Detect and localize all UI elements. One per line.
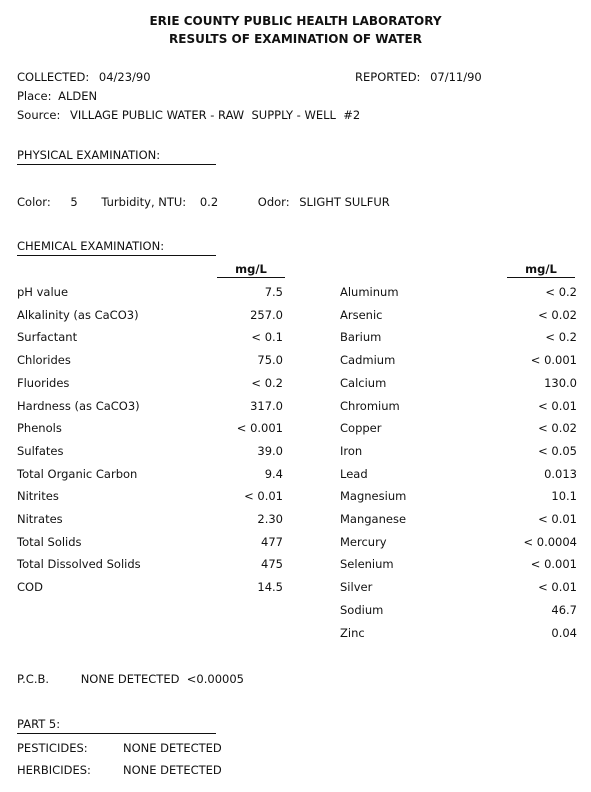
analyte-name: Total Solids bbox=[17, 534, 82, 549]
analyte-name: pH value bbox=[17, 285, 69, 299]
table-row bbox=[17, 282, 283, 302]
analyte-value: 130.0 bbox=[544, 375, 577, 390]
table-row bbox=[340, 577, 577, 597]
color-value: 5 bbox=[70, 195, 78, 209]
analyte-value: 14.5 bbox=[257, 580, 283, 595]
analyte-value: < 0.1 bbox=[251, 330, 283, 345]
place-line bbox=[17, 89, 97, 103]
analyte-value: < 0.2 bbox=[545, 285, 577, 299]
chemical-heading: CHEMICAL EXAMINATION: bbox=[17, 239, 216, 256]
place-label: Place: bbox=[17, 89, 52, 103]
analyte-name: Cadmium bbox=[340, 353, 396, 368]
herbicides-value: NONE DETECTED bbox=[123, 763, 222, 777]
report-subtitle: RESULTS OF EXAMINATION OF WATER bbox=[169, 32, 422, 46]
turbidity-label: Turbidity, NTU: bbox=[101, 195, 187, 209]
pesticides-value: NONE DETECTED bbox=[123, 741, 222, 755]
analyte-name: Manganese bbox=[340, 512, 407, 526]
pesticides-label: PESTICIDES: bbox=[17, 741, 88, 755]
table-row bbox=[17, 532, 283, 552]
analyte-name: Sulfates bbox=[17, 443, 64, 458]
analyte-value: < 0.01 bbox=[538, 512, 577, 526]
table-row bbox=[17, 350, 283, 370]
unit-header-right: mg/L bbox=[507, 262, 575, 278]
table-row bbox=[17, 464, 283, 484]
table-row bbox=[340, 418, 577, 438]
analyte-name: Total Dissolved Solids bbox=[17, 557, 141, 572]
table-row bbox=[340, 305, 577, 325]
table-row bbox=[340, 350, 577, 370]
analyte-value: < 0.02 bbox=[538, 307, 577, 322]
table-row bbox=[17, 554, 283, 574]
reported-line bbox=[355, 70, 482, 84]
pcb-value: NONE DETECTED <0.00005 bbox=[80, 672, 244, 686]
source-line bbox=[17, 108, 360, 122]
table-row bbox=[340, 327, 577, 347]
analyte-value: < 0.2 bbox=[545, 330, 577, 345]
analyte-value: 2.30 bbox=[257, 512, 283, 526]
pcb-label: P.C.B. bbox=[17, 672, 50, 686]
analyte-value: < 0.01 bbox=[538, 398, 577, 413]
color-label: Color: bbox=[17, 195, 51, 209]
table-row bbox=[340, 486, 577, 506]
analyte-name: Calcium bbox=[340, 375, 387, 390]
table-row bbox=[17, 509, 283, 529]
part5-heading: PART 5: bbox=[17, 717, 216, 734]
table-row bbox=[340, 464, 577, 484]
table-row bbox=[340, 282, 577, 302]
table-row bbox=[17, 373, 283, 393]
source-label: Source: bbox=[17, 108, 61, 122]
odor-label: Odor: bbox=[257, 195, 290, 209]
place-value: ALDEN bbox=[58, 89, 98, 103]
analyte-name: COD bbox=[17, 580, 43, 595]
analyte-value: 9.4 bbox=[264, 466, 283, 481]
analyte-value: 317.0 bbox=[250, 398, 283, 413]
analyte-value: < 0.001 bbox=[236, 421, 283, 436]
odor-value: SLIGHT SULFUR bbox=[299, 195, 390, 209]
table-row bbox=[340, 600, 577, 620]
collected-label: COLLECTED: bbox=[17, 70, 90, 84]
analyte-value: 475 bbox=[261, 557, 283, 572]
analyte-value: < 0.001 bbox=[530, 557, 577, 572]
table-row bbox=[17, 327, 283, 347]
physical-row bbox=[17, 195, 390, 209]
analyte-value: < 0.01 bbox=[244, 489, 283, 504]
analyte-name: Arsenic bbox=[340, 307, 383, 322]
analyte-value: 0.04 bbox=[551, 625, 577, 640]
table-row bbox=[340, 441, 577, 461]
reported-value: 07/11/90 bbox=[430, 70, 482, 84]
analyte-value: 39.0 bbox=[257, 443, 283, 458]
analyte-name: Phenols bbox=[17, 421, 62, 436]
analyte-name: Chromium bbox=[340, 398, 400, 413]
analyte-name: Aluminum bbox=[340, 285, 399, 299]
analyte-name: Barium bbox=[340, 330, 382, 345]
table-row bbox=[340, 532, 577, 552]
collected-value: 04/23/90 bbox=[98, 70, 151, 84]
analyte-value: < 0.2 bbox=[251, 375, 283, 390]
analyte-name: Chlorides bbox=[17, 353, 71, 368]
turbidity-value: 0.2 bbox=[199, 195, 219, 209]
analyte-name: Silver bbox=[340, 580, 373, 595]
herbicides-label: HERBICIDES: bbox=[17, 763, 91, 777]
source-value: VILLAGE PUBLIC WATER - RAW SUPPLY - WELL #2 bbox=[70, 108, 361, 122]
table-row bbox=[17, 396, 283, 416]
analyte-name: Total Organic Carbon bbox=[17, 466, 138, 481]
analyte-name: Lead bbox=[340, 466, 368, 481]
analyte-value: 477 bbox=[261, 534, 283, 549]
table-row bbox=[17, 577, 283, 597]
analyte-value: 7.5 bbox=[264, 285, 283, 299]
analyte-name: Hardness (as CaCO3) bbox=[17, 398, 140, 413]
analyte-value: 257.0 bbox=[250, 307, 283, 322]
table-row bbox=[340, 396, 577, 416]
analyte-value: < 0.02 bbox=[538, 421, 577, 436]
analyte-name: Sodium bbox=[340, 602, 384, 617]
analyte-value: 46.7 bbox=[551, 602, 577, 617]
analyte-name: Nitrites bbox=[17, 489, 59, 504]
unit-header-left: mg/L bbox=[217, 262, 285, 278]
collected-line bbox=[17, 70, 151, 84]
reported-label: REPORTED: bbox=[355, 70, 421, 84]
analyte-name: Selenium bbox=[340, 557, 394, 572]
analyte-name: Alkalinity (as CaCO3) bbox=[17, 307, 139, 322]
analyte-name: Surfactant bbox=[17, 330, 78, 345]
analyte-value: < 0.01 bbox=[538, 580, 577, 595]
analyte-value: 0.013 bbox=[544, 466, 577, 481]
table-row bbox=[340, 623, 577, 643]
table-row bbox=[340, 373, 577, 393]
analyte-name: Magnesium bbox=[340, 489, 407, 504]
analyte-value: 75.0 bbox=[257, 353, 283, 368]
analyte-value: < 0.0004 bbox=[523, 534, 577, 549]
analyte-name: Mercury bbox=[340, 534, 387, 549]
analyte-value: < 0.05 bbox=[538, 443, 577, 458]
analyte-name: Nitrates bbox=[17, 512, 63, 526]
pcb-line bbox=[17, 672, 244, 686]
table-row bbox=[340, 554, 577, 574]
analyte-name: Fluorides bbox=[17, 375, 70, 390]
table-row bbox=[17, 418, 283, 438]
analyte-value: 10.1 bbox=[551, 489, 577, 504]
analyte-name: Iron bbox=[340, 443, 363, 458]
table-row bbox=[17, 305, 283, 325]
analyte-name: Copper bbox=[340, 421, 382, 436]
report-title: ERIE COUNTY PUBLIC HEALTH LABORATORY bbox=[149, 14, 442, 28]
table-row bbox=[17, 441, 283, 461]
table-row bbox=[340, 509, 577, 529]
analyte-value: < 0.001 bbox=[530, 353, 577, 368]
analyte-name: Zinc bbox=[340, 625, 365, 640]
physical-heading: PHYSICAL EXAMINATION: bbox=[17, 148, 216, 165]
table-row bbox=[17, 486, 283, 506]
